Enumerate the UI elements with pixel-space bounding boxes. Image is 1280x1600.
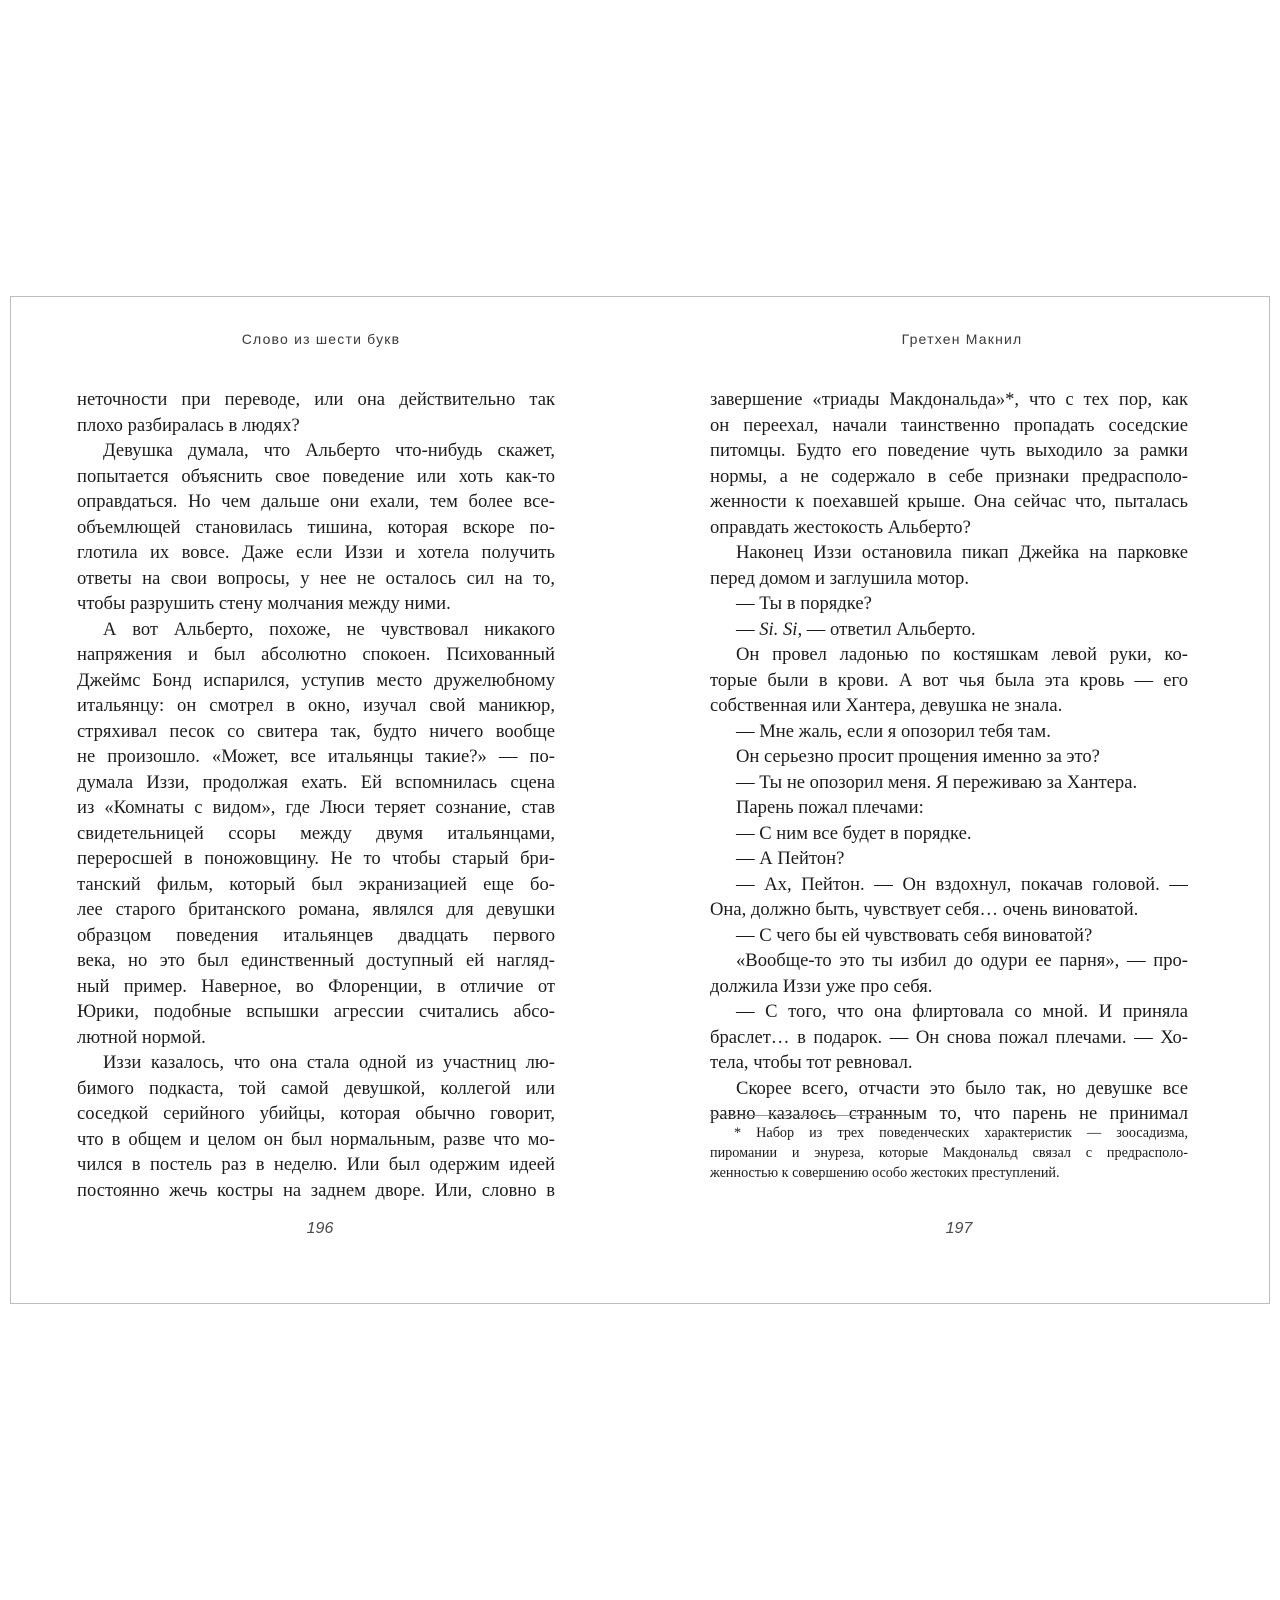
- text-line: браслет… в подарок. — Он снова пожал плечами. — Хо-: [710, 1026, 1188, 1048]
- text-line: — С того, что она флиртовала со мной. И приняла: [736, 1001, 1188, 1022]
- text-line: собственная или Хантера, девушка не знала.: [710, 695, 1063, 716]
- text-line: Парень пожал плечами:: [736, 797, 924, 818]
- book-spread: [10, 296, 1270, 1304]
- text-line: лее старого британского романа, являлся для девушки: [77, 899, 555, 920]
- running-head-author: Гретхен Макнил: [901, 331, 1023, 347]
- text-line: он переехал, начали таинственно пропадать соседские: [710, 414, 1188, 436]
- text-line: — А Пейтон?: [736, 848, 845, 869]
- text-line: нормы, а не содержало в себе признаки предрасполо-: [710, 465, 1188, 487]
- text-line: чился в постель раз в неделю. Или был одержим идеей: [77, 1154, 555, 1175]
- text-line: завершение «триады Макдональда»*, что с тех пор, как: [710, 389, 1188, 410]
- text-line: — С чего бы ей чувствовать себя виноватой?: [736, 924, 1093, 946]
- text-line: — Мне жаль, если я опозорил тебя там.: [736, 720, 1051, 742]
- text-line: не произошло. «Может, все итальянцы такие?» — по-: [77, 746, 555, 767]
- text-line: оправдать жестокость Альберто?: [710, 516, 971, 538]
- text-line: стряхивал песок со свитера так, будто ничего вообще: [77, 720, 555, 742]
- text-line: свидетельницей ссоры между двумя итальянцами,: [77, 822, 555, 844]
- text-line: ный пример. Наверное, во Флоренции, в отличие от: [77, 975, 555, 997]
- text-line: постоянно жечь костры на заднем дворе. Или, словно в: [77, 1179, 555, 1201]
- text-line: тела, чтобы тот ревновал.: [710, 1052, 913, 1073]
- text-line: переросшей в поножовщину. Не то чтобы старый бри-: [77, 848, 555, 869]
- text-line: века, но это был единственный доступный ей нагляд-: [77, 950, 555, 971]
- left-page-body: [77, 387, 555, 1203]
- text-line: Девушка думала, что Альберто что-нибудь скажет,: [103, 440, 555, 461]
- text-line: оправдаться. Но чем дальше они ехали, тем более все-: [77, 491, 555, 512]
- text-line: Наконец Иззи остановила пикап Джейка на парковке: [736, 542, 1188, 563]
- text-line: женностью к совершению особо жестоких преступлений.: [710, 1165, 1060, 1181]
- text-line: — Ты в порядке?: [736, 593, 872, 614]
- text-line: из «Комнаты с видом», где Люси теряет сознание, став: [77, 797, 555, 818]
- text-line: равно казалось странным то, что парень не принимал: [710, 1103, 1188, 1124]
- text-line: женности к поехавшей крыше. Она сейчас что, пыталась: [710, 491, 1188, 512]
- footnote: [710, 1123, 1188, 1183]
- text-line: Юрики, подобные вспышки агрессии считались абсо-: [77, 1001, 555, 1022]
- text-line: Иззи казалось, что она стала одной из участниц лю-: [103, 1052, 555, 1073]
- text-line: попытается объяснить свое поведение или хоть как-то: [77, 465, 555, 487]
- text-line: перед домом и заглушила мотор.: [710, 567, 969, 589]
- text-line: Она, должно быть, чувствует себя… очень виноватой.: [710, 899, 1139, 920]
- text-line: думала Иззи, продолжая ехать. Ей вспомнилась сцена: [77, 771, 555, 793]
- text-line: должила Иззи уже про себя.: [710, 975, 933, 997]
- text-line: бимого подкаста, той самой девушкой, коллегой или: [77, 1077, 555, 1099]
- text-line: «Вообще-то это ты избил до одури ее парня», — про-: [736, 950, 1188, 971]
- text-line: * Набор из трех поведенческих характеристик — зоосадизма,: [734, 1125, 1188, 1141]
- text-line: А вот Альберто, похоже, не чувствовал никакого: [103, 618, 555, 640]
- text-line: торые были в крови. А вот чья была эта кровь — его: [710, 669, 1188, 691]
- text-line: объемлющей становилась тишина, которая вскоре по-: [77, 516, 555, 538]
- text-line: ответы на свои вопросы, у нее не осталось сил на то,: [77, 567, 555, 589]
- page-number-left: 196: [306, 1220, 334, 1237]
- text-line: что в общем и целом он был нормальным, разве что мо-: [77, 1128, 555, 1150]
- text-line: — Ах, Пейтон. — Он вздохнул, покачав головой. —: [736, 873, 1188, 895]
- page-number-right: 197: [945, 1220, 973, 1237]
- footnote-divider: [710, 1115, 906, 1116]
- text-line: Скорее всего, отчасти это было так, но девушке все: [736, 1077, 1188, 1099]
- right-page: [641, 297, 1271, 1303]
- text-line: итальянцу: он смотрел в окно, изучал свой маникюр,: [77, 695, 555, 716]
- text-line: — С ним все будет в порядке.: [736, 822, 972, 844]
- text-line: лютной нормой.: [77, 1026, 206, 1048]
- text-line: чтобы разрушить стену молчания между ними.: [77, 593, 451, 614]
- running-head-book-title: Слово из шести букв: [241, 331, 401, 347]
- text-line: пиромании и энуреза, которые Макдональд связал с предрасполо-: [710, 1145, 1188, 1161]
- text-line: соседкой серийного убийцы, которая обычно говорит,: [77, 1103, 555, 1124]
- text-line: — Si. Si, — ответил Альберто.: [736, 618, 976, 640]
- right-page-body: [710, 387, 1188, 1127]
- text-line: Он провел ладонью по костяшкам левой руки, ко-: [736, 644, 1188, 665]
- text-line: Он серьезно просит прощения именно за это?: [736, 746, 1100, 767]
- text-line: плохо разбиралась в людях?: [77, 414, 300, 436]
- text-line: напряжения и был абсолютно спокоен. Психованный: [77, 644, 555, 665]
- left-page: [11, 297, 641, 1303]
- text-line: образцом поведения итальянцев двадцать первого: [77, 924, 555, 946]
- text-line: Джеймс Бонд испарился, уступив место дружелюбному: [77, 669, 555, 691]
- text-line: танский фильм, который был экранизацией еще бо-: [77, 873, 555, 895]
- text-line: питомцы. Будто его поведение чуть выходило за рамки: [710, 440, 1188, 461]
- text-line: глотила их вовсе. Даже если Иззи и хотела получить: [77, 542, 555, 563]
- text-line: неточности при переводе, или она действительно так: [77, 389, 555, 410]
- text-line: — Ты не опозорил меня. Я переживаю за Хантера.: [736, 771, 1138, 793]
